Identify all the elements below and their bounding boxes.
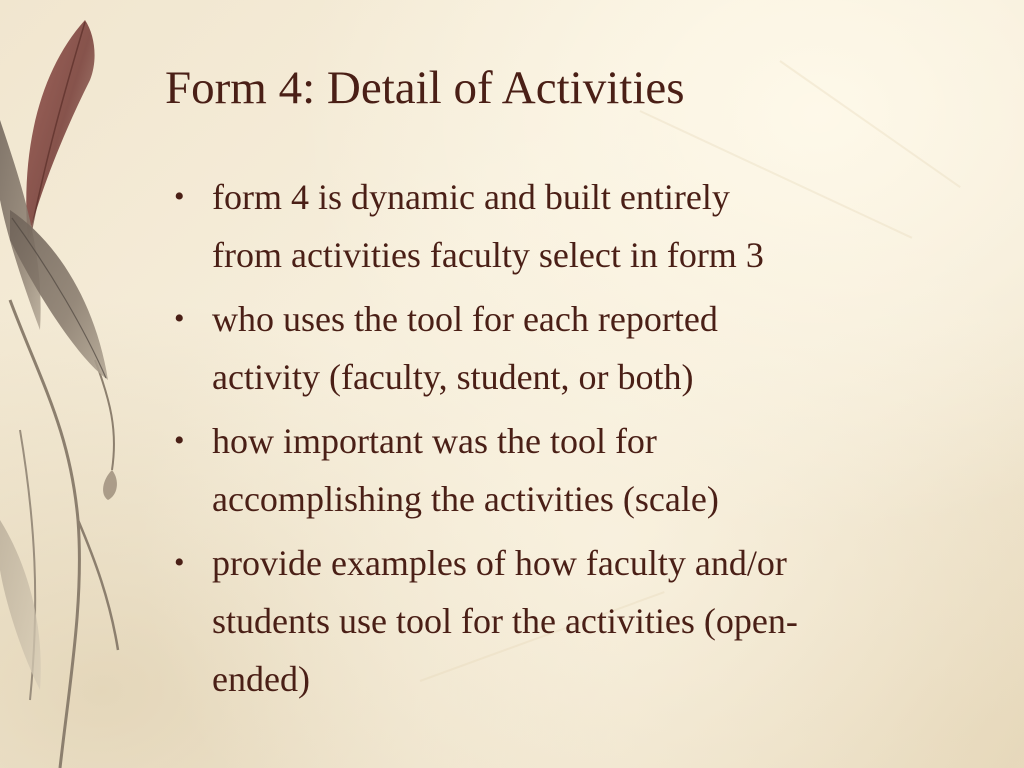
bullet-item bbox=[170, 412, 970, 528]
bullet-item bbox=[170, 534, 970, 708]
bullet-line: activity (faculty, student, or both) bbox=[212, 357, 694, 397]
bullet-line: how important was the tool for bbox=[212, 421, 657, 461]
bullet-icon: • bbox=[174, 302, 185, 335]
bullet-item bbox=[170, 290, 970, 406]
bullet-line: students use tool for the activities (open- bbox=[212, 601, 798, 641]
bullet-icon: • bbox=[174, 180, 185, 213]
bullet-line: accomplishing the activities (scale) bbox=[212, 479, 719, 519]
bullet-icon: • bbox=[174, 424, 185, 457]
bullet-list bbox=[170, 168, 970, 714]
bullet-line: ended) bbox=[212, 659, 310, 699]
bullet-line: form 4 is dynamic and built entirely bbox=[212, 177, 730, 217]
bullet-item bbox=[170, 168, 970, 284]
bullet-line: provide examples of how faculty and/or bbox=[212, 543, 787, 583]
bullet-icon: • bbox=[174, 546, 185, 579]
slide-title: Form 4: Detail of Activities bbox=[165, 62, 685, 114]
bullet-line: from activities faculty select in form 3 bbox=[212, 235, 764, 275]
bullet-line: who uses the tool for each reported bbox=[212, 299, 718, 339]
dried-leaves-icon bbox=[0, 0, 150, 768]
